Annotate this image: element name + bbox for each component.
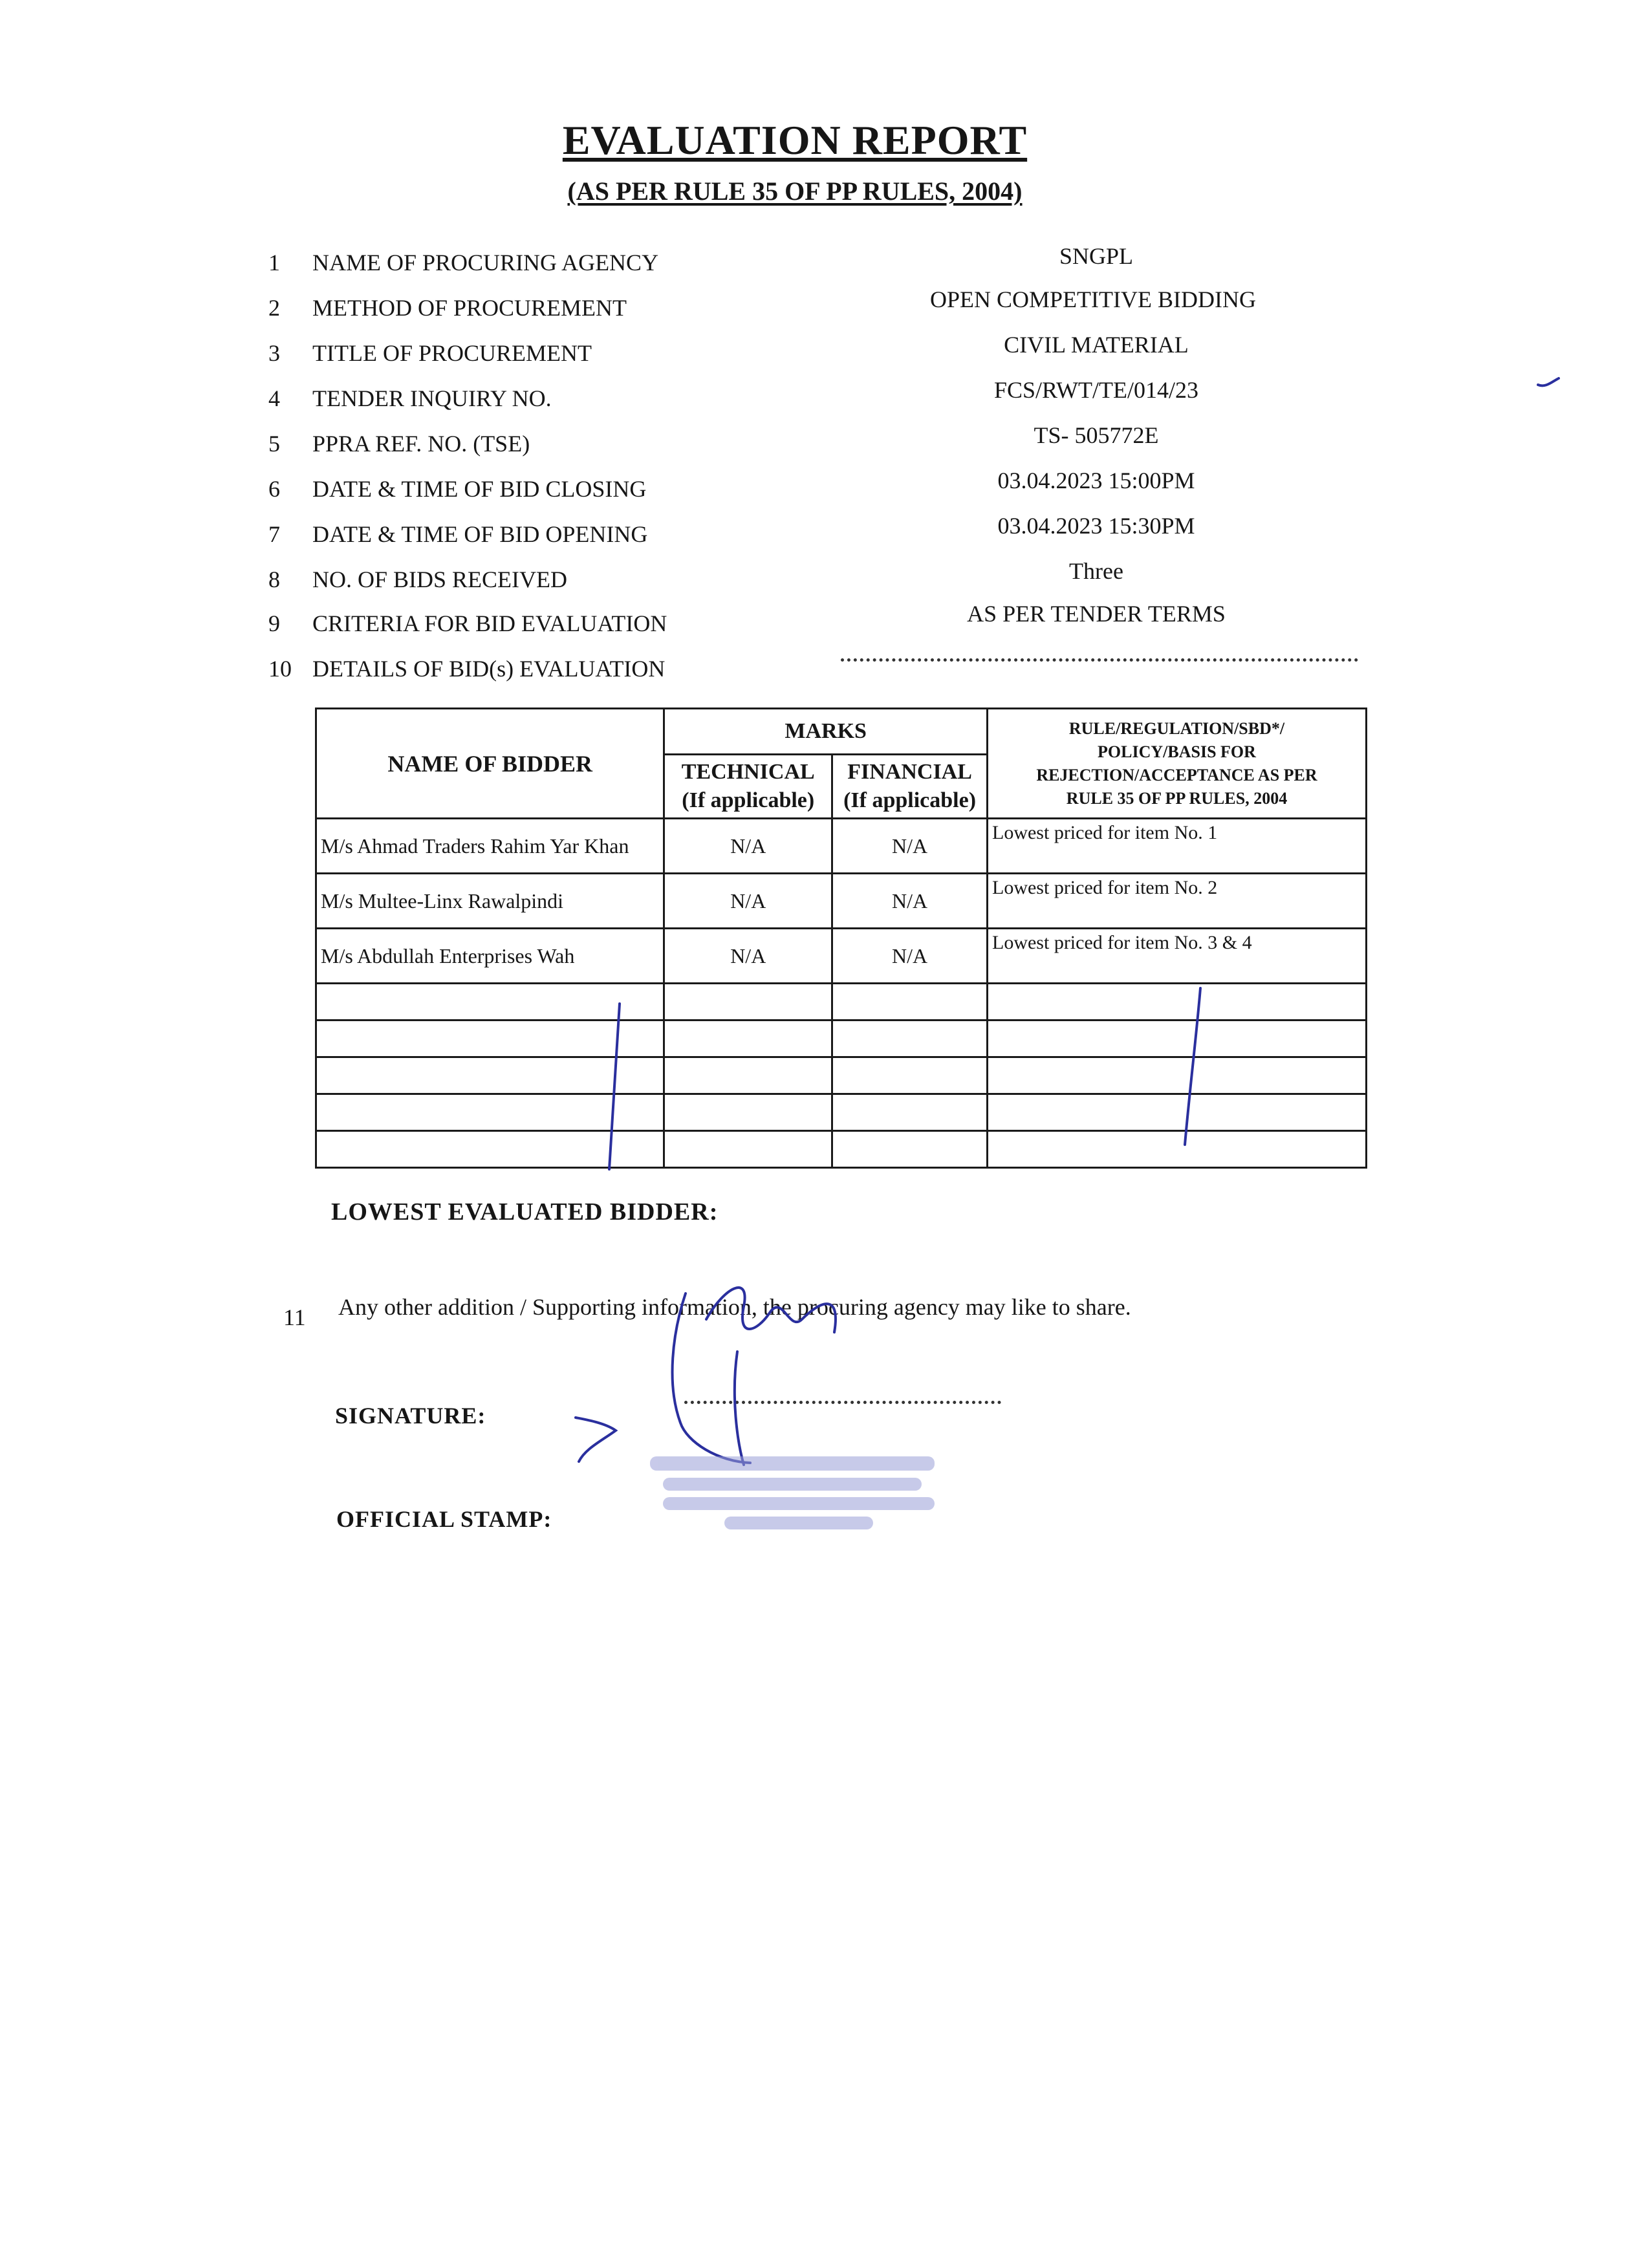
field-number: 1 [268, 250, 280, 275]
financial-header-line: (If applicable) [843, 788, 977, 812]
field-label: DATE & TIME OF BID CLOSING [312, 476, 647, 502]
field-label: METHOD OF PROCUREMENT [312, 295, 627, 321]
field-number: 4 [268, 385, 280, 411]
field-number: 7 [268, 521, 280, 547]
rule-header-line: RULE/REGULATION/SBD*/ [1068, 718, 1285, 738]
financial-header-line: FINANCIAL [847, 760, 972, 784]
field-value: TS- 505772E [1034, 422, 1159, 448]
field-number: 9 [268, 610, 280, 636]
field-label: DATE & TIME OF BID OPENING [312, 521, 648, 547]
signature-label: SIGNATURE: [335, 1403, 486, 1429]
financial-mark: N/A [832, 874, 988, 929]
rule-header-line: RULE 35 OF PP RULES, 2004 [1066, 788, 1288, 808]
technical-header-line: TECHNICAL [681, 760, 815, 784]
field-number: 8 [268, 567, 280, 592]
technical-mark: N/A [664, 874, 832, 929]
field-value: AS PER TENDER TERMS [967, 601, 1226, 627]
field-value: 03.04.2023 15:30PM [997, 513, 1195, 539]
field-number: 3 [268, 340, 280, 366]
bidder-name: M/s Abdullah Enterprises Wah [316, 929, 664, 984]
item-11-number: 11 [283, 1304, 306, 1330]
financial-mark: N/A [832, 929, 988, 984]
evaluation-basis: Lowest priced for item No. 2 [988, 874, 1367, 929]
rule-header-line: POLICY/BASIS FOR [1098, 742, 1256, 761]
field-number: 10 [268, 656, 292, 682]
pen-line-icon [1185, 988, 1200, 1145]
page-subtitle: (AS PER RULE 35 OF PP RULES, 2004) [567, 177, 1023, 206]
item-11-text: Any other addition / Supporting information, the procuring agency may like to share. [338, 1294, 1131, 1320]
evaluation-basis: Lowest priced for item No. 1 [988, 819, 1367, 874]
field-number: 2 [268, 295, 280, 321]
technical-mark: N/A [664, 819, 832, 874]
field-label: TITLE OF PROCUREMENT [312, 340, 592, 366]
bidder-name: M/s Multee-Linx Rawalpindi [316, 874, 664, 929]
field-value: SNGPL [1059, 243, 1134, 269]
field-value: CIVIL MATERIAL [1004, 332, 1189, 358]
field-value: Three [1069, 558, 1123, 584]
official-stamp-label: OFFICIAL STAMP: [336, 1506, 552, 1532]
field-number: 6 [268, 476, 280, 502]
page-title: EVALUATION REPORT [562, 117, 1028, 163]
column-header-name: NAME OF BIDDER [316, 709, 664, 819]
rule-header-line: REJECTION/ACCEPTANCE AS PER [1036, 765, 1317, 784]
pen-line-icon [609, 1004, 620, 1169]
field-label: CRITERIA FOR BID EVALUATION [312, 610, 667, 636]
signature-icon [576, 1418, 616, 1462]
official-stamp-icon [650, 1456, 935, 1529]
technical-mark: N/A [664, 929, 832, 984]
technical-header-line: (If applicable) [682, 788, 815, 812]
lowest-evaluated-bidder-label: LOWEST EVALUATED BIDDER: [331, 1198, 719, 1226]
field-label: NO. OF BIDS RECEIVED [312, 567, 568, 592]
field-label: PPRA REF. NO. (TSE) [312, 431, 530, 457]
field-value: 03.04.2023 15:00PM [997, 468, 1195, 493]
bidder-name: M/s Ahmad Traders Rahim Yar Khan [316, 819, 664, 874]
evaluation-basis: Lowest priced for item No. 3 & 4 [988, 929, 1367, 984]
field-label: DETAILS OF BID(s) EVALUATION [312, 656, 666, 682]
field-number: 5 [268, 431, 280, 457]
financial-mark: N/A [832, 819, 988, 874]
field-label: NAME OF PROCURING AGENCY [312, 250, 659, 275]
field-value: OPEN COMPETITIVE BIDDING [930, 286, 1256, 312]
column-header-marks: MARKS [664, 709, 988, 755]
field-value: FCS/RWT/TE/014/23 [993, 377, 1199, 403]
field-label: TENDER INQUIRY NO. [312, 385, 552, 411]
signature-icon [1538, 378, 1559, 385]
signature-icon [673, 1288, 836, 1465]
